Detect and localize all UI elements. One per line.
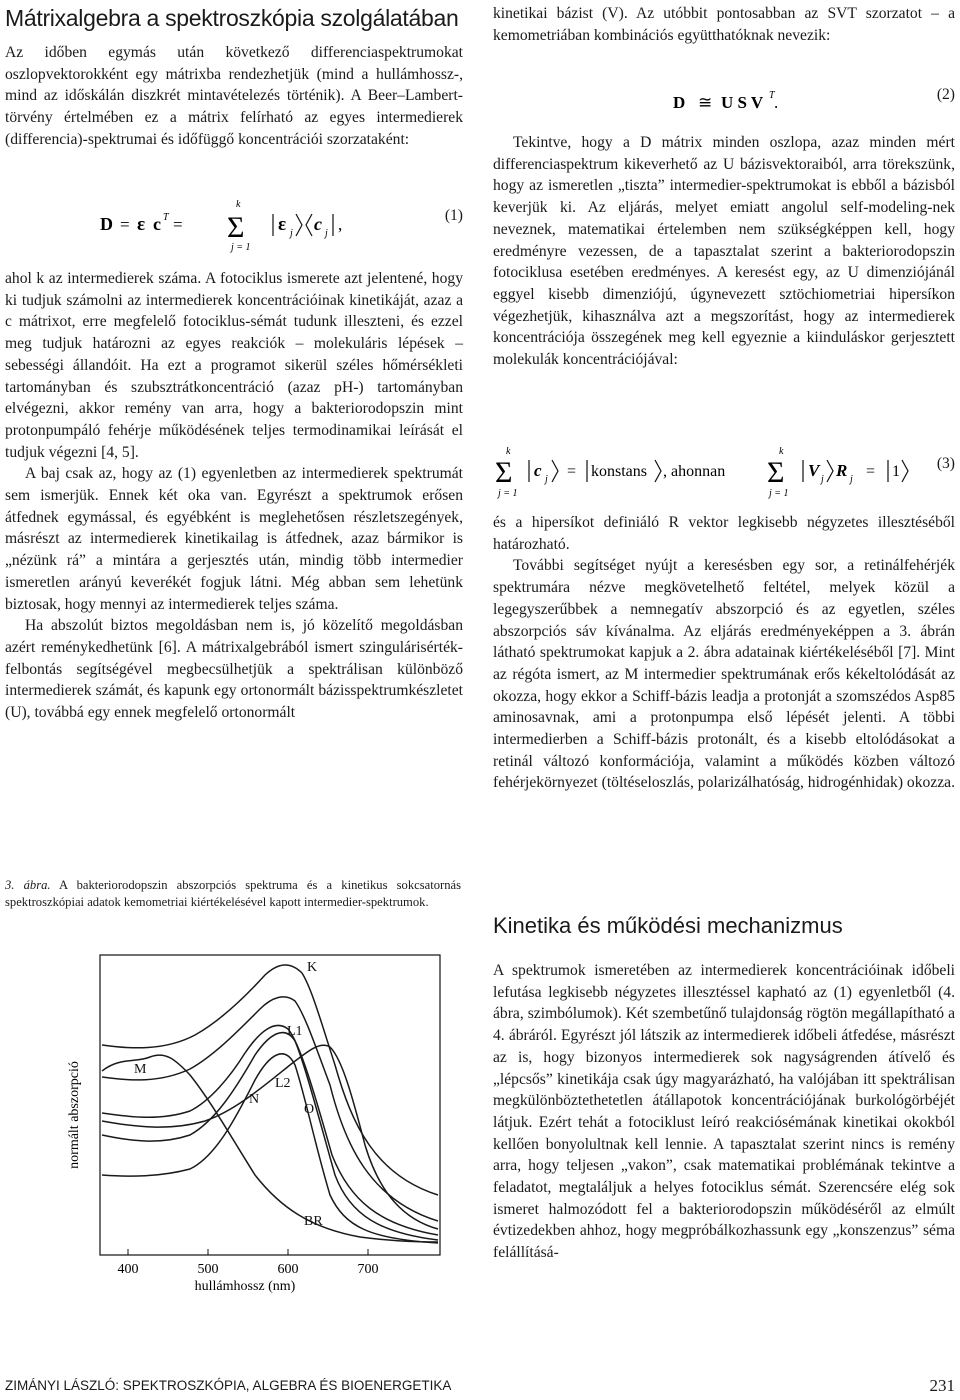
figure-caption: [5, 877, 461, 911]
equation-1: [5, 190, 463, 260]
x-tick-600: 600: [277, 1262, 299, 1277]
spectrum-figure: [40, 945, 460, 1345]
svg-text:j = 1: j = 1: [231, 242, 251, 253]
svg-text:j: j: [850, 474, 853, 485]
x-axis-ticks: [118, 1249, 379, 1277]
label-l1: L1: [287, 1024, 303, 1039]
label-o: O: [304, 1102, 315, 1117]
figure-caption-text: A bakteriorodopszin abszorpciós spektruma és a kinetikus sokcsatornás spektroszkópiai adatok kemometriai kiértékelésével kapott intermedier-spektrumok.: [5, 878, 461, 909]
svg-text:D: D: [673, 93, 686, 112]
svg-text:j: j: [821, 474, 824, 485]
svg-text:=: =: [567, 463, 577, 480]
svg-text:k: k: [506, 446, 511, 457]
curve-l1: [102, 997, 438, 1221]
svg-text:Σ: Σ: [767, 456, 785, 489]
right-text-block-3: [493, 512, 955, 794]
svg-text:V: V: [808, 461, 820, 480]
figure-caption-label: 3. ábra.: [5, 878, 51, 892]
paragraph-7: és a hipersíkot definiáló R vektor legkisebb négyzetes illesztéséből határozható.: [493, 514, 955, 553]
equation-3-number: (3): [936, 455, 955, 472]
equation-2-formula: [493, 82, 955, 118]
equation-3-formula: [493, 440, 955, 502]
svg-text:T: T: [769, 90, 775, 101]
paragraph-3: A baj csak az, hogy az (1) egyenletben az intermedierek spektrumát sem ismerjük. Ennek két oka van. Egyrészt a spektrumok erősen átfednek egymással, és egyébként is meglehetősen részletszegények, másrészt az intermedierek kinetikailag is átfednek, azaz bármikor is „nézünk rá” a mintára a gerjesztés után, mindig több intermedier ismeretlen arányú keverékét fogjuk látni. Még abban sem lehetünk biztosak, hogy mennyi az intermedierek teljes száma.: [5, 465, 463, 613]
x-tick-500: 500: [197, 1262, 219, 1277]
equation-1-number: (1): [444, 207, 463, 224]
svg-text:j = 1: j = 1: [769, 488, 789, 499]
svg-text:j: j: [290, 228, 293, 239]
paragraph-4: Ha abszolút biztos megoldásban nem is, jó közelítő megoldásban azért reménykedhetünk [6]. A mátrixalgebrából ismert szingulárisérték-felbontás segítségével megbecsülhetjük a spektrálisan különböző intermedierek számát, és kapunk egy ortonormált bázisspektrumkészletet (U), továbbá egy ennek megfelelő ortonormált: [5, 617, 463, 722]
left-text-block-1: [5, 42, 463, 151]
svg-text:j: j: [545, 474, 548, 485]
label-n: N: [249, 1092, 260, 1107]
svg-text:c: c: [534, 461, 542, 480]
label-k: K: [307, 960, 318, 975]
equation-2-number: (2): [936, 86, 955, 103]
label-l2: L2: [275, 1076, 291, 1091]
svg-text:, ahonnan: , ahonnan: [663, 463, 726, 480]
svg-text:j = 1: j = 1: [498, 488, 518, 499]
svg-text:c: c: [314, 214, 322, 234]
svg-text:k: k: [779, 446, 784, 457]
svg-text:1: 1: [892, 463, 900, 480]
right-text-block-1: [493, 3, 955, 46]
svg-text:j: j: [325, 228, 328, 239]
right-text-block-4: [493, 960, 955, 1264]
x-axis-label: hullámhossz (nm): [194, 1279, 296, 1294]
curve-o: [102, 1045, 438, 1229]
section-heading: Kinetika és működési mechanizmus: [493, 913, 843, 938]
page-number: 231: [929, 1376, 955, 1395]
svg-text:U S V: U S V: [721, 93, 764, 112]
svg-text:=: =: [120, 215, 130, 234]
left-text-block-2: [5, 268, 463, 724]
svg-text:≅: ≅: [698, 93, 713, 112]
paragraph-1: Az időben egymás után következő differenciaspektrumokat oszlopvektorokként egy mátrixba rendezhetjük (mind a hullámhossz-, mind az időskálán diszkrét mintavételezés történik). A Beer–Lambert-törvény értelmében ez a mátrix felírható az egyes intermedierek (differencia)-spektrumai és időfüggő koncentrációi szorzataként:: [5, 44, 463, 148]
svg-text:ε: ε: [278, 214, 287, 235]
paragraph-9: A spektrumok ismeretében az intermedierek koncentrációinak időbeli lefutása legkisebb négyzetes illesztéssel kapható az (1) egyenletből (4. ábra, szimbólumok). Két szembetűnő tulajdonság rögtön megállapítható a 4. ábráról. Egyrészt jól látszik az intermedierek időbeli átfedése, másrészt az is, hogy bizonyos intermedierek sok nagyságrenden átívelő és „lépcsős” kinetikája csak úgy magyarázható, ha valójában itt spektrálisan megkülönböztethetetlen átállapotok koncentrációjának burkológörbéjét látjuk. Ezért tehát a fotociklust leíró reakciósémának kinetikai okokból kellően bonyolultnak kell lennie. A tapasztalat szerint nincs is remény arra, hogy teljesen „vakon”, csak matematikai problémának tekintve a feladatot, megtaláljuk a helyes fotociklus sémát. Szerencsére elég sok ismeret halmozódott fel a bakteriorodopszin működéséről az elmúlt évtizedekben ahhoz, hogy megpróbálkozhassunk egy „konszenzus” séma felállításá-: [493, 962, 955, 1262]
svg-text:konstans: konstans: [591, 463, 647, 480]
plot-frame: [100, 955, 440, 1255]
svg-text:ε: ε: [137, 214, 146, 235]
svg-text:=: =: [173, 215, 183, 234]
equation-1-formula: [5, 190, 463, 260]
svg-text:,: ,: [338, 215, 343, 234]
svg-text:R: R: [836, 461, 848, 480]
paragraph-5: kinetikai bázist (V). Az utóbbit pontosabban az SVT szorzatot – a kemometriában kombinációs együtthatóknak nevezik:: [493, 5, 955, 44]
label-br: BR: [304, 1214, 323, 1229]
svg-text:Σ: Σ: [495, 456, 513, 489]
curve-m: [102, 1055, 438, 1242]
svg-text:Σ: Σ: [227, 211, 245, 244]
y-axis-label: normált abszorpció: [67, 1061, 82, 1169]
paragraph-2: ahol k az intermedierek száma. A fotociklus ismerete azt jelentené, hogy ki tudjuk számolni az intermedierek koncentrációinak kinetikáját, azaz a c mátrixot, erre megfelelő fotociklus-sémát tudunk illeszteni, és ezzel meg tudjuk határozni az egyes reakciók – molekuláris lépések – sebességi állandóit. Ha ezt a programot sikerül széles hőmérsékleti tartományban és szubsztrátkoncentráció (azaz pH-) tartományban elvégezni, akkor remény van arra, hogy a bakteriorodopszin mint protonpumpáló fehérje működésének teljes termodinamikai leírását el tudjuk végezni [4, 5].: [5, 270, 463, 461]
svg-text:D: D: [100, 214, 113, 234]
paragraph-6: Tekintve, hogy a D mátrix minden oszlopa, azaz minden mért differenciaspektrum kikeverhető az U bázisvektoraiból, arra törekszünk, hogy az ismeretlen „tiszta” intermedier-spektrumokat is ebből a bázisból keverjük ki. Az eljárás, melyet emiatt angolul self-modeling-nek neveznek, matematikai értelemben nem szükségképpen kell, hogy eredményre vezessen, de a tapasztalat szerint a bakteriorodopszin fotociklusa esetében eredményes. A keresést egy, az U dimenziójánál eggyel kisebb dimenziójú, úgynevezett sztöchiometriai hipersíkon végezhetjük, kihasználva azt a megszorítást, hogy az intermedierek koncentrációja összegének meg kell egyeznie a kiinduláskor gerjesztett molekulák koncentrációjával:: [493, 134, 955, 369]
svg-text:c: c: [153, 214, 161, 234]
svg-text:k: k: [236, 199, 241, 210]
curve-k: [102, 965, 438, 1195]
svg-text:T: T: [163, 212, 169, 223]
x-tick-700: 700: [357, 1262, 379, 1277]
right-text-block-2: [493, 132, 955, 371]
curve-n: [102, 1033, 438, 1240]
curve-br: [102, 1054, 438, 1243]
article-title: Mátrixalgebra a spektroszkópia szolgálatában: [5, 5, 459, 31]
label-m: M: [134, 1062, 147, 1077]
page-footer: [5, 1378, 955, 1398]
svg-text:.: .: [774, 93, 779, 112]
equation-3: [493, 440, 955, 502]
svg-text:=: =: [866, 463, 876, 480]
x-tick-400: 400: [117, 1262, 139, 1277]
paragraph-8: További segítséget nyújt a keresésben egy sor, a retinálfehérjék spektrumára nézve megkövetelhető feltétel, melyek közül a legegyszerűbbek a nemnegatív abszorpció és az egyetlen, széles abszorpciós sáv kívánalma. Az eljárás eredményeképpen a 3. ábrán látható spektrumokat kapjuk a 2. ábra adatainak kiértékeléséből [7]. Mint az régóta ismert, az M intermedier spektrumának erős kékeltolódását az okozza, hogy ekkor a Schiff-bázis leadja a protonját a szomszédos Asp85 aminosavnak, ami a protonpumpa első lépését jelenti. A többi intermedierben a Schiff-bázis protonált, és a kisebb eltolódásokat a retinál változó konformációja, valamint a működés közben változó fehérjekörnyezet (töltéseloszlás, polarizálhatóság, hidrogénhidak) okozza.: [493, 557, 955, 792]
running-title: ZIMÁNYI LÁSZLÓ: SPEKTROSZKÓPIA, ALGEBRA ÉS BIOENERGETIKA: [5, 1378, 452, 1393]
equation-2: [493, 82, 955, 118]
